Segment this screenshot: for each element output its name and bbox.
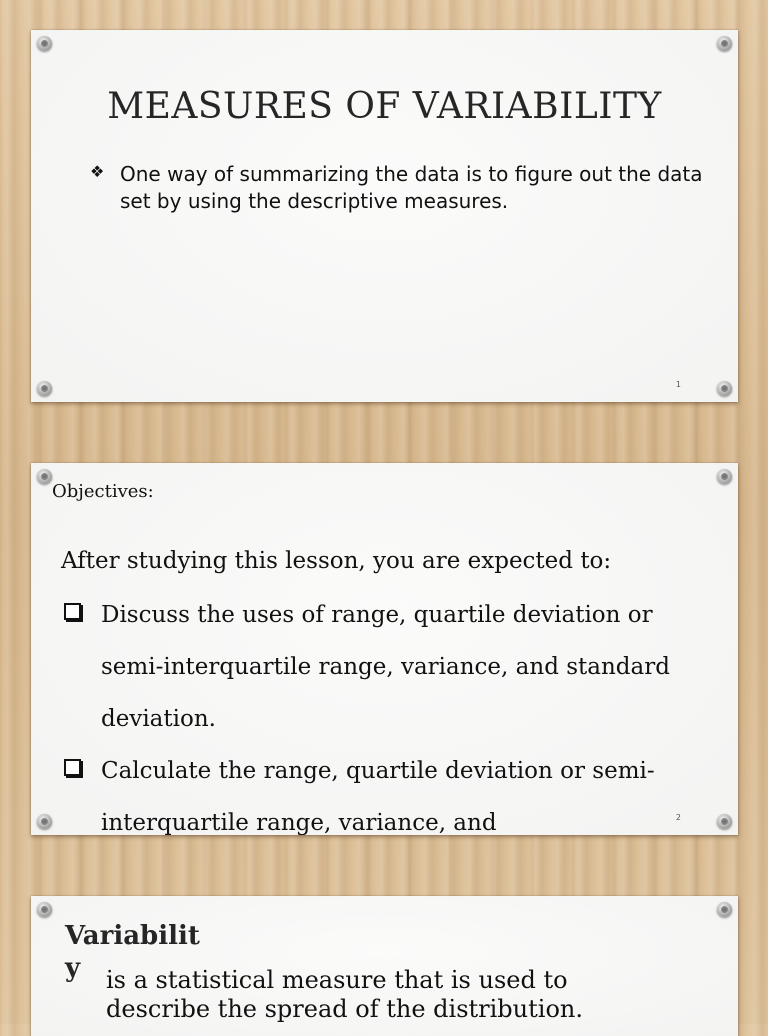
bullet-text: One way of summarizing the data is to figure out the data set by using the descriptive measures. xyxy=(120,162,703,213)
pin-icon xyxy=(37,814,52,829)
pin-icon xyxy=(37,469,52,484)
pin-icon xyxy=(717,381,732,396)
list-item-text: Calculate the range, quartile deviation or semi-interquartile range, variance, and xyxy=(101,758,655,835)
list-item-text: Discuss the uses of range, quartile deviation or semi-interquartile range, variance, and standard deviation. xyxy=(101,602,670,732)
pin-icon xyxy=(717,469,732,484)
objectives-list xyxy=(61,589,721,835)
pin-icon xyxy=(37,902,52,917)
slide-number: 1 xyxy=(675,380,681,389)
slide-title: MEASURES OF VARIABILITY xyxy=(107,86,662,127)
diamond-bullet-icon: ❖ xyxy=(90,162,105,181)
pin-icon xyxy=(717,902,732,917)
checkbox-bullet-icon xyxy=(61,745,101,835)
slide-2 xyxy=(31,463,738,835)
term-heading: Variability xyxy=(65,921,200,983)
term-definition: is a statistical measure that is used to describe the spread of the distribution. xyxy=(106,966,583,1023)
list-item xyxy=(61,745,721,835)
pin-icon xyxy=(37,381,52,396)
slide-1 xyxy=(31,30,738,402)
list-item xyxy=(61,589,721,745)
pin-icon xyxy=(37,36,52,51)
slide-3 xyxy=(31,896,738,1036)
objectives-intro: After studying this lesson, you are expected to: xyxy=(61,548,612,574)
slide-number: 2 xyxy=(675,813,681,822)
bullet-point xyxy=(90,161,730,215)
objectives-heading: Objectives: xyxy=(52,481,154,502)
checkbox-bullet-icon xyxy=(61,589,101,745)
pin-icon xyxy=(717,36,732,51)
